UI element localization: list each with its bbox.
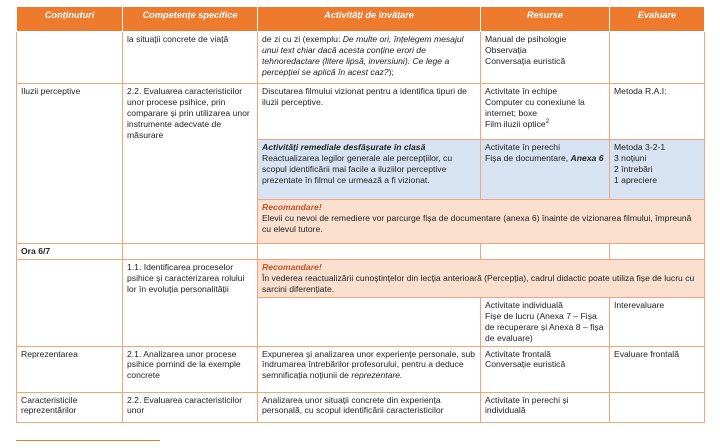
resource-item: Activitate în perechi xyxy=(485,142,560,152)
cell-resurse: Activitate în perechi și individuală xyxy=(481,392,610,422)
cell-resurse xyxy=(481,346,610,392)
table-row xyxy=(17,32,705,84)
cell-empty xyxy=(610,244,705,260)
activity-term: reprezentare. xyxy=(351,370,403,381)
cell-empty xyxy=(123,244,258,260)
resource-item xyxy=(485,153,605,164)
eval-item: Metoda 3-2-1 xyxy=(614,142,666,152)
cell-evaluare: Evaluare frontală xyxy=(610,346,705,392)
recommendation-heading: Recomandare! xyxy=(262,261,322,272)
cell-evaluare: Metoda R.A.I: xyxy=(610,84,705,140)
cell-resurse xyxy=(481,32,610,84)
recommendation-cell xyxy=(258,200,705,244)
header-competente: Competențe specifice xyxy=(123,7,258,32)
recommendation-heading: Recomandare! xyxy=(262,202,322,212)
footnote-separator xyxy=(16,440,160,441)
eval-item: 2 întrebări xyxy=(614,163,653,174)
resource-anexa: Anexa 6 xyxy=(570,152,604,163)
cell-activitati: Discutarea filmului vizionat pentru a identifica tipuri de iluzii perceptive. xyxy=(258,84,481,140)
cell-activitati xyxy=(258,140,481,200)
header-activitati: Activități de învățare xyxy=(258,7,481,32)
remedial-heading: Activități remediale desfășurate în clasă xyxy=(262,142,426,152)
resource-item: Conversație euristică xyxy=(485,359,566,370)
cell-activitati xyxy=(258,32,481,84)
header-continuturi: Conținuturi xyxy=(17,7,123,32)
cell-resurse xyxy=(481,84,610,140)
resource-item: Activitate frontală xyxy=(485,348,551,359)
footnote-mark: 2 xyxy=(545,118,549,125)
table-row xyxy=(17,346,705,392)
ora-label: Ora 6/7 xyxy=(17,244,123,260)
cell-competente: 1.1. Identificarea proceselor psihice și caracterizarea rolului lor în evoluția personalității xyxy=(123,259,258,346)
activity-example: De multe ori, înțelegem mesajul unui text chiar dacă acesta conține erori de tehnoredactare (litere lipsă, inversiuni). Ce lege a percepției se aplică în acest caz? xyxy=(262,34,464,77)
cell-continut: Iluzii perceptive xyxy=(17,84,123,244)
resource-item: Activitate în echipe xyxy=(485,86,558,96)
resource-film: Film iluzii optice xyxy=(485,118,546,129)
cell-activitati xyxy=(258,346,481,392)
cell-empty xyxy=(258,244,481,260)
cell-continut xyxy=(17,32,123,84)
resource-item: Manual de psihologie xyxy=(485,34,567,44)
recommendation-text: Elevii cu nevoi de remediere vor parcurge fișa de documentare (anexa 6) înainte de vizionarea filmului, împreună cu elevul tutore. xyxy=(262,212,692,234)
remedial-text: Reactualizarea legilor generale ale percepțiilor, cu scopul identificării mai facile a iluziilor perceptive prezentate în filmul ce urmează a fi vizionat. xyxy=(262,152,453,185)
cell-resurse xyxy=(481,297,610,346)
eval-item: 1 apreciere xyxy=(614,174,657,185)
resource-item: Computer cu conexiune la internet; boxe xyxy=(485,96,585,118)
resource-fisa: Fișa de documentare, xyxy=(485,152,571,163)
eval-item: 3 noțiuni xyxy=(614,152,647,163)
recommendation-text: În vederea reactualizării cunoștințelor din lecția anterioară (Percepția), cadrul didactic poate utiliza fișe de lucru cu sarcini diferențiate. xyxy=(262,272,695,294)
table-row xyxy=(17,84,705,140)
cell-activitati: Analizarea unor situații concrete din experiența personală, cu scopul identificării caracteristicilor xyxy=(258,392,481,422)
resource-item: Fișe de lucru (Anexa 7 – Fișa de recuperare și Anexa 8 – fișa de evaluare) xyxy=(485,310,604,343)
cell-competente: 2.1. Analizarea unor procese psihice pornind de la exemple concrete xyxy=(123,346,258,392)
cell-competente: 2.2. Evaluarea caracteristicilor unor xyxy=(123,392,258,422)
resource-item: Activitate individuală xyxy=(485,299,563,310)
resource-item: Observația xyxy=(485,44,527,55)
cell-continut: Caracteristicile reprezentărilor xyxy=(17,392,123,422)
header-evaluare: Evaluare xyxy=(610,7,705,32)
activity-text: Expunerea și analizarea unor experiențe personale, sub îndrumarea întrebărilor profesorului, pentru a deduce semnificația noțiunii de xyxy=(262,348,476,381)
cell-continut xyxy=(17,259,123,346)
cell-competente: la situații concrete de viață xyxy=(123,32,258,84)
cell-resurse xyxy=(481,140,610,200)
header-row xyxy=(17,7,705,32)
recommendation-cell xyxy=(258,259,705,297)
cell-evaluare: Interevaluare xyxy=(610,297,705,346)
cell-activitati xyxy=(258,297,481,346)
activity-text: de zi cu zi (exemplu: xyxy=(262,34,343,44)
table-row xyxy=(17,244,705,260)
resource-item xyxy=(485,119,605,130)
cell-continut: Reprezentarea xyxy=(17,346,123,392)
table-row xyxy=(17,259,705,297)
cell-evaluare xyxy=(610,140,705,200)
cell-empty xyxy=(481,244,610,260)
cell-evaluare xyxy=(610,392,705,422)
table-row xyxy=(17,392,705,422)
curriculum-table xyxy=(16,6,705,423)
header-resurse: Resurse xyxy=(481,7,610,32)
cell-competente: 2.2. Evaluarea caracteristicilor unor procese psihice, prin comparare și prin utilizarea unor instrumente adecvate de măsurare xyxy=(123,84,258,244)
cell-evaluare xyxy=(610,32,705,84)
resource-item: Conversația euristică xyxy=(485,55,566,66)
activity-suffix: ); xyxy=(388,66,394,77)
